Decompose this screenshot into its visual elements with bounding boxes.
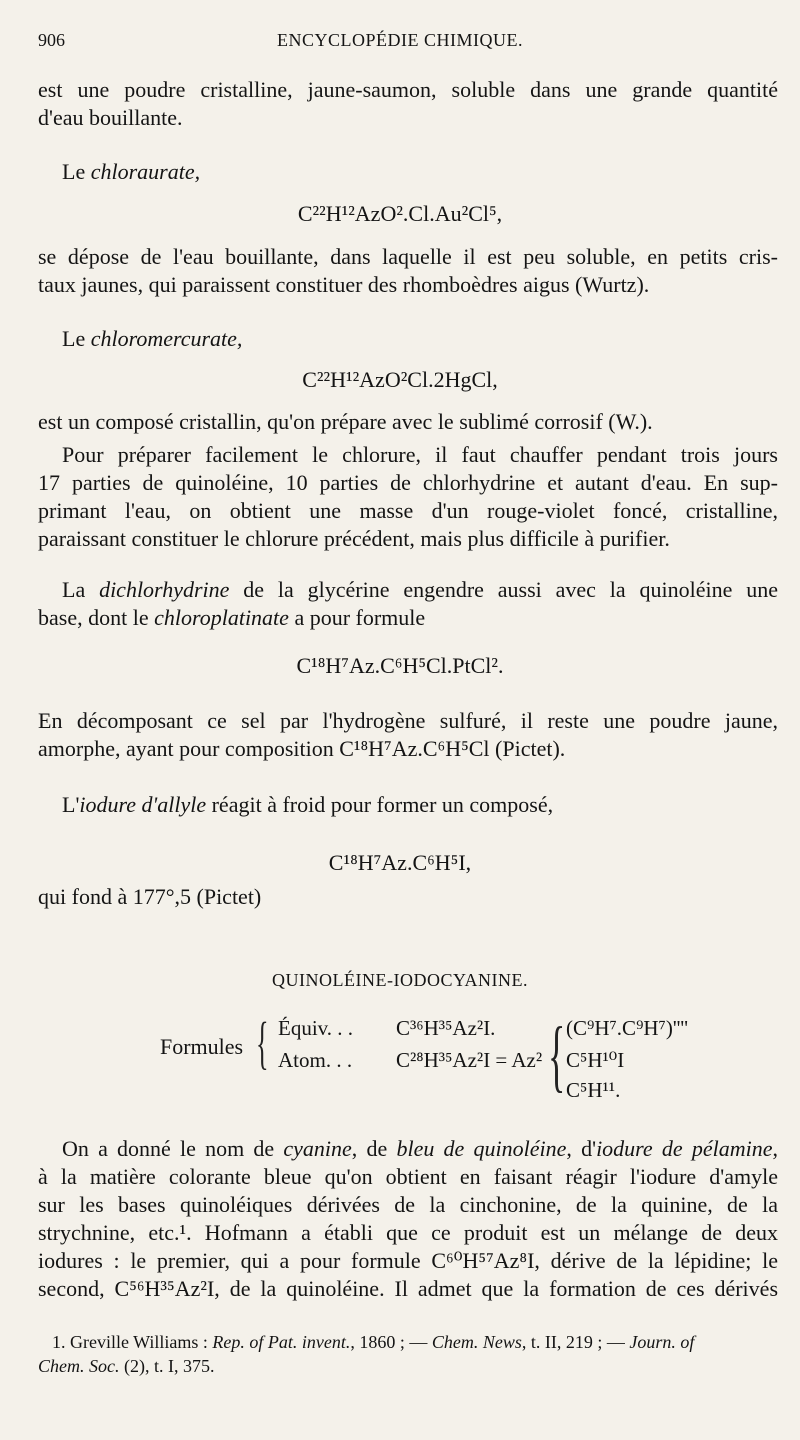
text-line: sur les bases quinoléiques dérivées de la cinchonine, de la quinine, de la (38, 1192, 778, 1217)
text-line (38, 604, 800, 632)
text-run: , de (351, 1136, 397, 1161)
text-line: se dépose de l'eau bouillante, dans laquelle il est peu soluble, en petits cris- (38, 244, 778, 269)
text-line: amorphe, ayant pour composition C¹⁸H⁷Az.C⁶H⁵Cl (Pictet). (38, 736, 566, 761)
text-run: de la glycérine engendre aussi avec la quinoléine une (229, 577, 778, 602)
text-line (62, 1135, 778, 1163)
text-line: second, C⁵⁶H³⁵Az²I, de la quinoléine. Il admet que la formation de ces dérivés (38, 1276, 778, 1301)
text-run: , t. II, 219 ; — (521, 1332, 630, 1352)
text-line: paraissant constituer le chlorure précédent, mais plus difficile à purifier. (38, 526, 670, 551)
text-line: iodures : le premier, qui a pour formule C⁶⁰H⁵⁷Az⁸I, dérive de la lépidine; le (38, 1248, 778, 1273)
formula-part: C⁵H¹¹. (566, 1078, 621, 1102)
text-run: réagit à froid pour former un composé, (206, 792, 554, 817)
text-line: qui fond à 177°,5 (Pictet) (38, 884, 262, 909)
equiv-label: Équiv. . . (278, 1016, 354, 1040)
compound-name: chloroplatinate (154, 605, 289, 630)
text-run: 1. Greville Williams : (52, 1332, 213, 1352)
formula: C¹⁸H⁷Az.C⁶H⁵Cl.PtCl². (296, 653, 504, 678)
citation-title: Journ. of (629, 1332, 695, 1352)
compound-name: chloromercurate, (90, 326, 243, 351)
text-line: d'eau bouillante. (38, 105, 183, 130)
running-header: ENCYCLOPÉDIE CHIMIQUE. (277, 30, 523, 50)
paragraph-lead (62, 325, 800, 353)
right-brace: { (548, 1012, 566, 1100)
text-run: La (62, 577, 100, 602)
paragraph-lead (62, 158, 800, 186)
left-brace: { (256, 1010, 269, 1075)
page-number: 906 (38, 30, 65, 50)
text-line: strychnine, etc.¹. Hofmann a établi que ce produit est un mélange de deux (38, 1220, 778, 1245)
atom-label: Atom. . . (278, 1048, 353, 1072)
text-line: 17 parties de quinoléine, 10 parties de chlorhydrine et autant d'eau. En sup- (38, 470, 778, 495)
section-heading: QUINOLÉINE-IODOCYANINE. (272, 970, 528, 990)
text-run: On a donné le nom de (62, 1136, 284, 1161)
formulas-label: Formules (160, 1034, 244, 1059)
footnote-line (38, 1354, 214, 1378)
compound-name: chloraurate, (90, 159, 201, 184)
text-line: Pour préparer facilement le chlorure, il faut chauffer pendant trois jours (62, 442, 778, 467)
text-line: primant l'eau, on obtient une masse d'un rouge-violet foncé, cristalline, (38, 498, 778, 523)
text-run: , (772, 1136, 778, 1161)
text-line (62, 791, 800, 819)
lead-text: Le (62, 159, 91, 184)
text-run: L' (62, 792, 80, 817)
citation-title: Rep. of Pat. invent. (212, 1332, 351, 1352)
footnote-line (52, 1330, 694, 1354)
compound-name: dichlorhydrine (99, 577, 230, 602)
text-run: base, dont le (38, 605, 155, 630)
formula: C²²H¹²AzO²Cl.2HgCl, (302, 367, 498, 392)
text-line: à la matière colorante bleue qu'on obtient en faisant réagir l'iodure d'amyle (38, 1164, 778, 1189)
text-run: , 1860 ; — (350, 1332, 432, 1352)
compound-name: iodure de pélamine (596, 1136, 773, 1161)
formula-part: (C⁹H⁷.C⁹H⁷)'''' (566, 1016, 689, 1040)
formula-part: C⁵H¹⁰I (566, 1048, 625, 1072)
compound-name: iodure d'allyle (79, 792, 207, 817)
compound-name: bleu de quinoléine (396, 1136, 567, 1161)
citation-title: Chem. Soc. (38, 1356, 120, 1376)
text-line: taux jaunes, qui paraissent constituer des rhomboèdres aigus (Wurtz). (38, 272, 650, 297)
compound-name: cyanine (283, 1136, 352, 1161)
atom-formula: C²⁸H³⁵Az²I = Az² (396, 1048, 543, 1072)
text-line: En décomposant ce sel par l'hydrogène sulfuré, il reste une poudre jaune, (38, 708, 778, 733)
text-run: , d' (566, 1136, 597, 1161)
citation-title: Chem. News (431, 1332, 522, 1352)
text-line: est un composé cristallin, qu'on prépare avec le sublimé corrosif (W.). (38, 409, 653, 434)
formula: C²²H¹²AzO².Cl.Au²Cl⁵, (297, 201, 503, 226)
text-line (62, 576, 778, 604)
text-line: est une poudre cristalline, jaune-saumon, soluble dans une grande quantité (38, 77, 778, 102)
text-run: (2), t. I, 375. (119, 1356, 215, 1376)
text-run: a pour formule (288, 605, 426, 630)
formula: C¹⁸H⁷Az.C⁶H⁵I, (328, 850, 472, 875)
lead-text: Le (62, 326, 91, 351)
equiv-formula: C³⁶H³⁵Az²I. (396, 1016, 496, 1040)
